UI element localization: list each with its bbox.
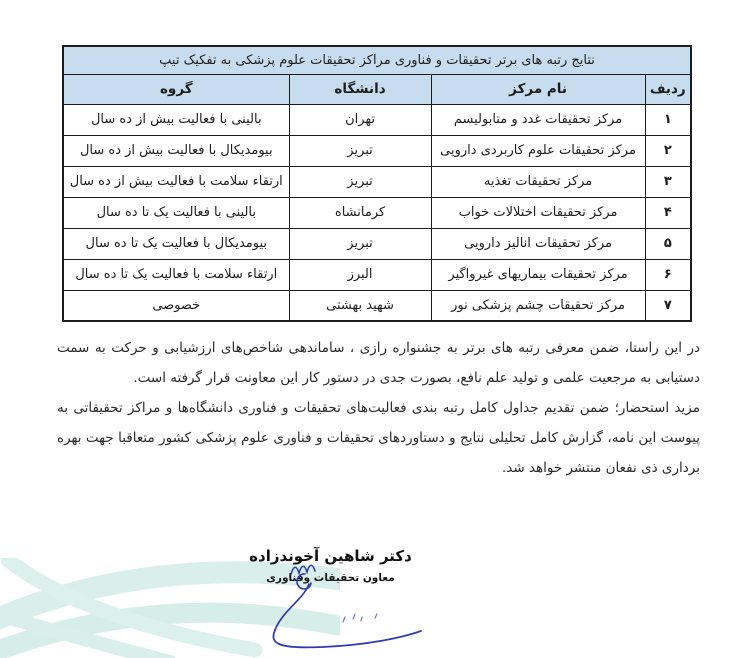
cell-university: تبریز (289, 166, 431, 197)
cell-center-name: مرکز تحقیقات اختلالات خواب (431, 197, 645, 228)
cell-group: بیومدیکال با فعالیت بیش از ده سال (63, 135, 289, 166)
table-row (63, 104, 691, 135)
table-row (63, 228, 691, 259)
cell-university: تهران (289, 104, 431, 135)
table-title: نتایج رتبه های برتر تحقیقات و فناوری مراکز تحقیقات علوم پزشکی به تفکیک تیپ (63, 46, 691, 74)
header-radif: ردیف (645, 74, 691, 104)
cell-center-name: مرکز تحقیقات غدد و متابولیسم (431, 104, 645, 135)
rank-table (62, 45, 692, 322)
header-university: دانشگاه (289, 74, 431, 104)
cell-center-name: مرکز تحقیقات چشم پزشکی نور (431, 290, 645, 321)
cell-radif: ۵ (645, 228, 691, 259)
cell-radif: ۲ (645, 135, 691, 166)
cell-university: شهید بهشتی (289, 290, 431, 321)
table-row (63, 197, 691, 228)
cell-group: بیومدیکال با فعالیت یک تا ده سال (63, 228, 289, 259)
cell-radif: ۴ (645, 197, 691, 228)
table-row (63, 290, 691, 321)
cell-university: کرمانشاه (289, 197, 431, 228)
signatory-name: دکتر شاهین آخوندزاده (249, 547, 412, 565)
table-row (63, 259, 691, 290)
cell-group: بالینی با فعالیت یک تا ده سال (63, 197, 289, 228)
cell-university: البرز (289, 259, 431, 290)
header-group: گروه (63, 74, 289, 104)
cell-radif: ۳ (645, 166, 691, 197)
paragraph-1: در این راستا، ضمن معرفی رتبه های برتر به جشنواره رازی ، ساماندهی شاخص‌های ارزشیابی و حرکت به سمت دستیابی به مرجعیت علمی و تولید علم نافع، بصورت جدی در دستور کار این معاونت قرار گرفته است. (57, 340, 700, 386)
table-title-row (63, 46, 691, 74)
cell-radif: ۷ (645, 290, 691, 321)
header-center-name: نام مرکز (431, 74, 645, 104)
cell-university: تبریز (289, 228, 431, 259)
paragraph-2: مزید استحضار؛ ضمن تقدیم جداول کامل رتبه بندی فعالیت‌های تحقیقات و فناوری دانشگاه‌ها و مراکز تحقیقاتی به پیوست این نامه، گزارش کامل تحلیلی نتایج و دستاوردهای تحقیقات و فناوری علوم پزشکی کشور متعاقبا جهت بهره برداری ذی نفعان منتشر خواهد شد. (57, 400, 700, 476)
table-row (63, 135, 691, 166)
cell-center-name: مرکز تحقیقات علوم کاربردی دارویی (431, 135, 645, 166)
signatory-title: معاون تحقیقات وفناوری (266, 572, 395, 584)
table-row (63, 166, 691, 197)
cell-group: ارتقاء سلامت با فعالیت بیش از ده سال (63, 166, 289, 197)
table-body (63, 104, 691, 321)
cell-group: بالینی با فعالیت بیش از ده سال (63, 104, 289, 135)
signature-block (228, 547, 433, 584)
cell-center-name: مرکز تحقیقات تغذیه (431, 166, 645, 197)
letter-body (57, 333, 700, 483)
cell-group: ارتقاء سلامت با فعالیت یک تا ده سال (63, 259, 289, 290)
cell-radif: ۱ (645, 104, 691, 135)
cell-radif: ۶ (645, 259, 691, 290)
cell-center-name: مرکز تحقیقات انالیز دارویی (431, 228, 645, 259)
cell-group: خصوصی (63, 290, 289, 321)
table-header-row (63, 74, 691, 104)
cell-university: تبریز (289, 135, 431, 166)
cell-center-name: مرکز تحقیقات بیماریهای غیرواگیر (431, 259, 645, 290)
